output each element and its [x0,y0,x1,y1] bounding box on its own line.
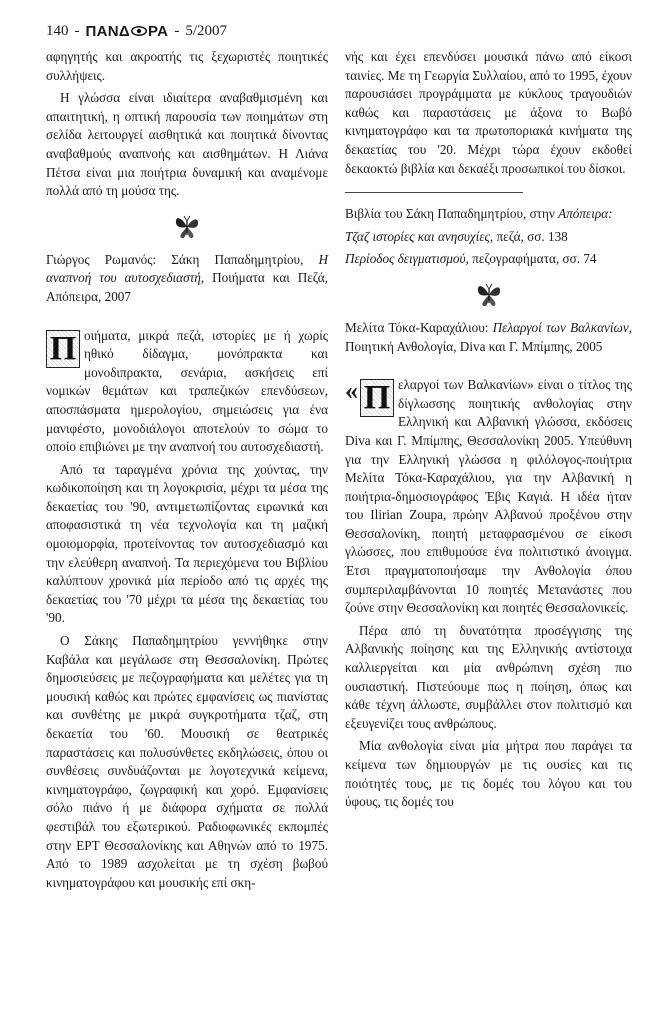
review-book-details: Ποιητική Ανθολογία, Diva και Γ. Μπίμπης, 2005 [345,338,603,354]
drop-cap: Π [360,379,394,417]
review-heading [46,251,328,307]
butterfly-ornament [345,281,632,309]
books-publisher: Απόπειρα: [558,206,613,222]
right-column [345,48,632,816]
magazine-logo [86,23,169,40]
paragraph: Πέρα από τη δυνατότητα προσέγγισης της Αλβανικής ποίησης και της Ελληνικής αντίστοιχα καλλιεργείται και μία ανθρώπινη σχέση πιο ουσιαστική. Πιστεύουμε πως η ποίηση, όπως και κάθε τέχνη άλλωστε, συμβάλλει στον πολιτισμό και εξευγενίζει τους ανθρώπους. [345,622,632,731]
left-column [46,48,328,896]
review-book-title: Πελαργοί των Βαλκανίων, [492,319,632,335]
page-header [46,20,227,42]
review-book-title: Η αναπνοή του αυτοσχεδιαστή, [46,251,328,286]
header-separator: - [174,22,180,39]
paragraph-text: οιήματα, μικρά πεζά, ιστορίες με ή χωρίς ηθικό δίδαγμα, μονόπρακτα και μονοδιπρακτα, σενάρια, ασκήσεις επί νομικών θεμάτων και τραπεζικών επενδύσεων, αποσπάσματα ημερολογίου, σημειώσεις για ένα μανιφέστο, μονοδιάλογοι αποτελούν το σώμα το οποίο επιβιώνει με την αναπνοή του αυτοσχεδιαστή. [46,327,328,455]
review-author: Μελίτα Τόκα-Καραχάλιου: [345,319,489,335]
header-separator: - [74,22,80,39]
eye-icon [131,26,147,36]
book-title: Περίοδος δειγματισμού, [345,251,469,267]
magazine-name-part1: ΠΑΝΔ [85,22,130,40]
paragraph: Μία ανθολογία είναι μία μήτρα που παράγει τα κείμενα των δημιουργών με τις ουσίες και τις ποιότητές τους, με τις δομές του λόγου και του ύφους, τις δομές του [345,738,632,810]
paragraph: Ο Σάκης Παπαδημητρίου γεννήθηκε στην Καβάλα και μεγάλωσε στη Θεσσαλονίκη. Πρώτες δημοσιεύσεις με πεζογραφήματα και μελέτες για τη μουσική καθώς και πρώτες εμφανίσεις ως πιανίστας και συνθέτης με μικρά συγκροτήματα τζαζ, στη δεκαετία του '60. Μουσική σε θεατρικές παραστάσεις και πολυσύνθετες εκδηλώσεις, όπου οι συνθέσεις συνδυάζονται με λογοτεχνικά κείμενα, κινηματογράφο, ζωγραφική και χορό. Εμφανίσεις σόλο πιάνο ή με διάφορα σχήματα σε πολλά φεστιβάλ του εξωτερικού. Ραδιοφωνικές εκπομπές στην ΕΡΤ Θεσσαλονίκης και Αθηνών από το 1975. Από το 1989 ασχολείται με τη σχέση βωβού κινηματογράφου και μουσικής επί σκη- [46,633,328,890]
book-details: πεζά, σσ. 138 [496,228,568,244]
book-entry [345,250,632,269]
book-details: πεζογραφήματα, σσ. 74 [472,251,597,267]
book-entry [345,228,632,247]
magazine-name-part2: ΡΑ [147,22,169,40]
paragraph: Η γλώσσα είναι ιδιαίτερα αναβαθμισμένη και απαιτητική, η οπτική παρουσία των ποιημάτων στη σελίδα λειτουργεί αισθητικά και ποιητικά δίνοντας αναβαθμούς αναπνοής και αισθημάτων. Η Λιάνα Πέτσα είναι μια ποιήτρια δυναμική και αναμένομε πολλά από τη μούσα της. [46,90,328,199]
paragraph: Από τα ταραγμένα χρόνια της χούντας, την κωδικοποίηση και τη λογοκρισία, μέχρι τα μέσα της δεκαετίας του '90, αντιμετωπίζοντας ειρωνικά και αποφασιστικά τη νέα τεχνολογία και τη μαζική ομοιομορφία, προτείνοντας τον αυτοσχεδιασμό και την ελεύθερη αναπνοή. Τα περιεχόμενα του Βιβλίου καλύπτουν χρονικά μία περίοδο από τις αρχές της δεκαετίας του '70 μέχρι τα μέσα της δεκαετίας του '90. [46,461,328,626]
review-author: Γιώργος Ρωμανός: Σάκη Παπαδημητρίου, [46,251,304,267]
books-list-intro [345,205,632,224]
paragraph: αφηγητής και ακροατής τις ξεχωριστές ποιητικές συλλήψεις. [46,49,328,83]
butterfly-icon [172,213,202,241]
review-book-details: Ποιήματα και Πεζά, Απόπειρα, 2007 [46,270,328,304]
divider-line [345,192,523,193]
opening-quote: « [345,376,358,406]
paragraph [345,376,632,618]
butterfly-icon [474,281,504,309]
butterfly-ornament [46,213,328,241]
book-title: Τζαζ ιστορίες και ανησυχίες, [345,228,494,244]
page-number: 140 [46,22,69,39]
paragraph: νής και έχει επενδύσει μουσικά πάνω από είκοσι ταινίες. Με τη Γεωργία Συλλαίου, από το 1995, έχουν παρουσιάσει προγράμματα με κύκλους τραγουδιών καθώς και παραστάσεις με άξονα το Βωβό κινηματογράφο και τα πρωτοποριακά κινήματα της δεκαετίας του '20. Μέχρι τώρα έχουν εκδοθεί δεκαοκτώ βιβλία και δεκαέξι προσωπικοί του δίσκοι. [345,49,632,176]
issue-number: 5/2007 [185,22,227,39]
paragraph-text: ελαργοί των Βαλκανίων» είναι ο τίτλος της δίγλωσσης ποιητικής ανθολογίας στην Ελληνική και Αλβανική γλώσσα, εκδόσεις Diva και Γ. Μπίμπης, Θεσσαλονίκη 2005. Υπεύθυνη για την Ελληνική γλώσσα η φιλόλογος-ποιήτρια Μελίτα Τόκα-Καραχάλιου, για την Αλβανική η ποιήτρια-δημοσιογράφος Έβις Καγιά. Η ιδέα ήταν του Ilirian Zoupa, πρώην Αλβανού προξένου στην Θεσσαλονίκη, ποιητή μεταφρασμένου σε είκοσι γλώσσες, που επιθυμούσε ένα πολιτιστικό άνοιγμα. Έτσι πραγματοποιήσαμε την Ανθολογία όπου συμπεριλαμβάνονται 10 ποιητές Μετανάστες που ζούνε στην Θεσσαλονίκη και ποιητές Θεσσαλονικείς. [345,377,632,616]
review-heading [345,319,632,356]
paragraph [46,327,328,457]
drop-cap: Π [46,330,80,368]
books-intro-text: Βιβλία του Σάκη Παπαδημητρίου, στην [345,206,555,222]
